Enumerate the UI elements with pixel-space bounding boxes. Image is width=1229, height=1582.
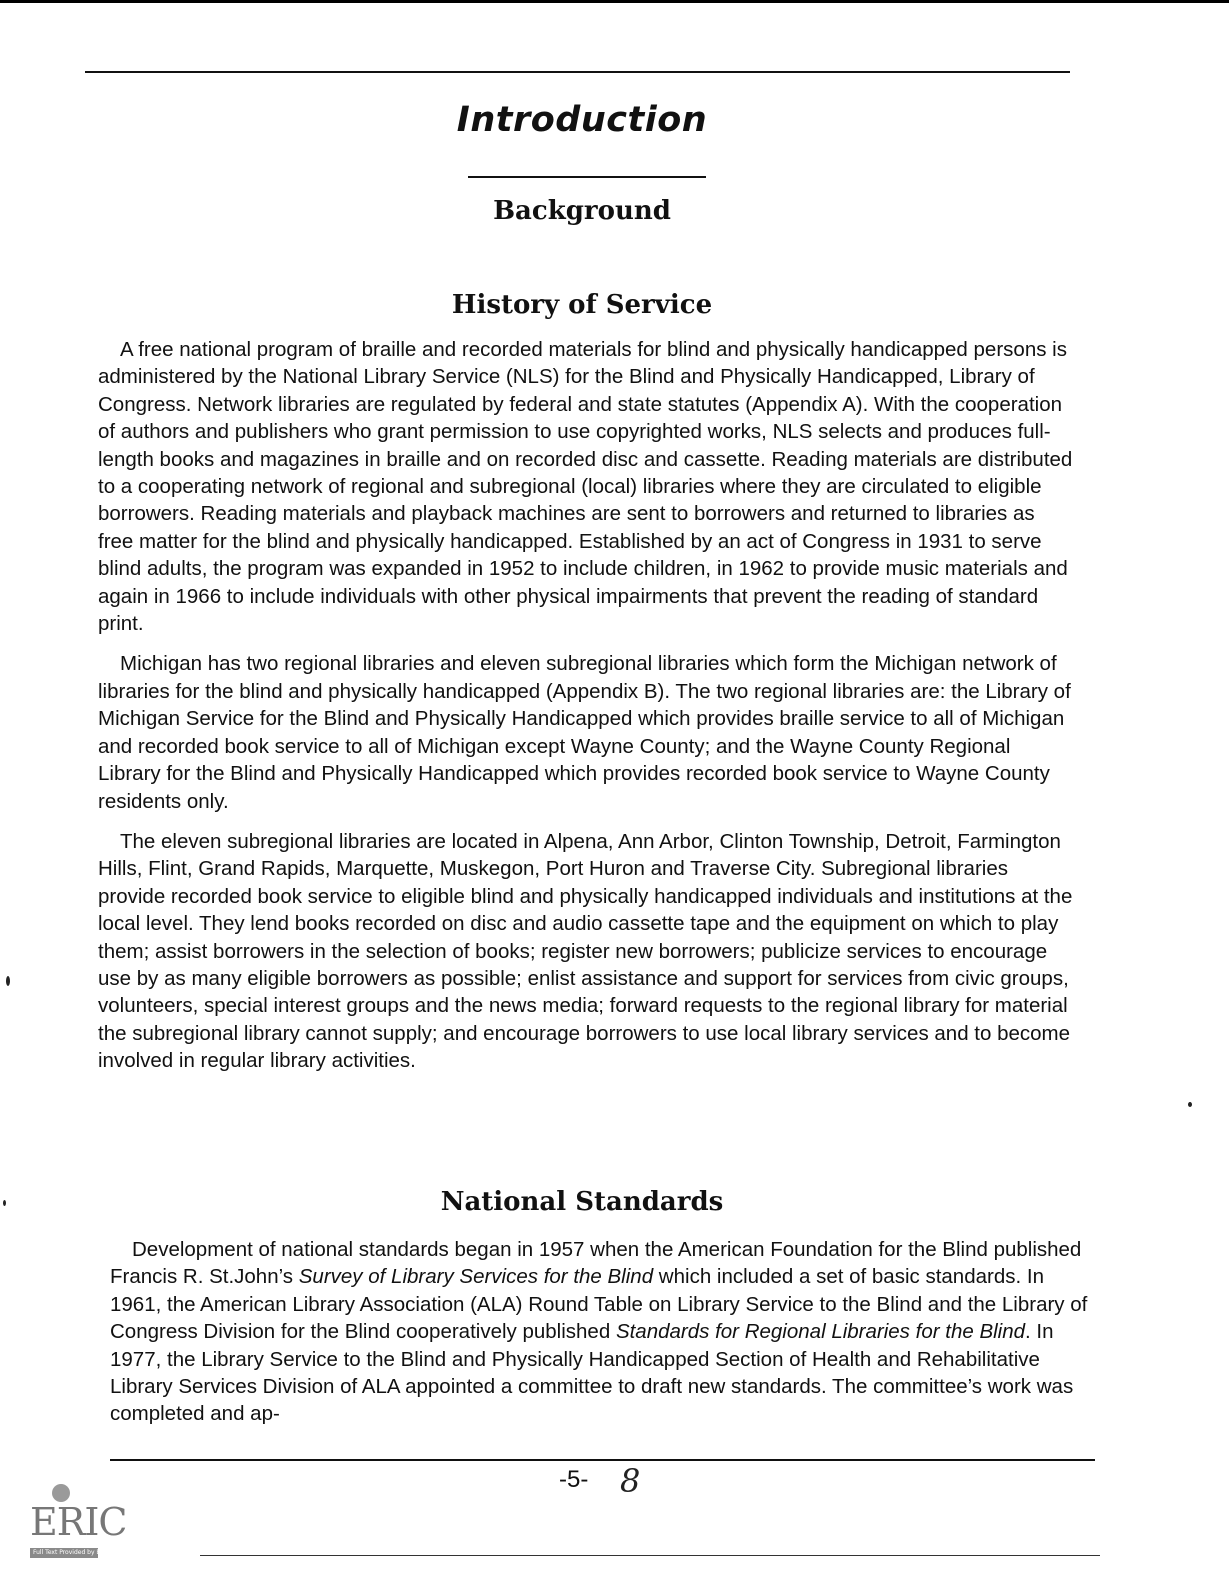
standards-text-2: which included a set of basic standards. In 1961, the American Library Association (ALA) Round Table on Library Service to the Blind and the Library of Congress Division for the Blind cooperatively published — [110, 1265, 1088, 1344]
eric-logo-caption: Full Text Provided by ERIC — [33, 1549, 111, 1556]
title-underline — [468, 176, 706, 178]
history-paragraph-3: The eleven subregional libraries are located in Alpena, Ann Arbor, Clinton Township, Detroit, Farmington Hills, Flint, Grand Rapids, Marquette, Muskegon, Port Huron and Traverse City. Subregional libraries provide recorded book service to eligible blind and physically handicapped individuals and institutions at the local level. They lend books recorded on disc and audio cassette tape and the equipment on which to play them; assist borrowers in the selection of books; register new borrowers; publicize services to encourage use by as many eligible borrowers as possible; enlist assistance and support for services from civic groups, volunteers, special interest groups and the news media; forward requests to the regional library for material the subregional library cannot supply; and encourage borrowers to use local library services and to become involved in regular library activities. — [98, 829, 1073, 1073]
history-paragraph-2: Michigan has two regional libraries and eleven subregional libraries which form the Michigan network of libraries for the blind and physically handicapped (Appendix B). The two regional libraries are: the Library of Michigan Service for the Blind and Physically Handicapped which provides braille service to all of Michigan and recorded book service to all of Michigan except Wayne County; and the Wayne County Regional Library for the Blind and Physically Handicapped which provides recorded book service to Wayne County residents only. — [98, 652, 1071, 813]
handwritten-page-number: 8 — [620, 1462, 641, 1500]
section-heading-history: History of Service — [451, 290, 713, 320]
standards-paragraph — [110, 1236, 1090, 1428]
eric-logo-text: ERIC — [30, 1500, 127, 1544]
scan-speck — [6, 976, 10, 986]
standards-title-survey: Survey of Library Services for the Blind — [298, 1265, 654, 1289]
standards-text-3: . In 1977, the Library Service to the Blind and Physically Handicapped Section of Health and Rehabilitative Library Services Division of ALA appointed a committee to draft new standards. The committee’s work was completed and ap- — [110, 1320, 1074, 1426]
scan-bottom-line — [200, 1555, 1100, 1556]
header-rule — [85, 71, 1070, 73]
scan-speck — [1188, 1102, 1192, 1107]
footer-rule — [110, 1459, 1095, 1461]
standards-body — [110, 1236, 1090, 1428]
history-body — [98, 336, 1073, 1075]
scan-top-edge — [0, 0, 1229, 3]
history-paragraph-1: A free national program of braille and recorded materials for blind and physically handicapped persons is administered by the National Library Service (NLS) for the Blind and Physically Handicapped, Library of Congress. Network libraries are regulated by federal and state statutes (Appendix A). With the cooperation of authors and publishers who grant permission to use copyrighted works, NLS selects and produces full-length books and magazines in braille and on recorded disc and cassette. Reading materials are distributed to a cooperating network of regional and subregional (local) libraries where they are circulated to eligible borrowers. Reading materials and playback machines are sent to borrowers and returned to libraries as free matter for the blind and physically handicapped. Established by an act of Congress in 1931 to serve blind adults, the program was expanded in 1952 to include children, in 1962 to provide music materials and again in 1966 to include individuals with other physical impairments that prevent the reading of standard print. — [98, 338, 1073, 636]
standards-text-1: Development of national standards began in 1957 when the American Foundation for the Blind published Francis R. St.John’s — [110, 1238, 1082, 1289]
page-number: -5- — [559, 1466, 589, 1493]
scan-speck — [3, 1200, 6, 1206]
section-heading-background: Background — [493, 196, 671, 226]
standards-title-regional: Standards for Regional Libraries for the Blind — [615, 1320, 1026, 1344]
section-heading-national-standards: National Standards — [440, 1187, 724, 1217]
page-title: Introduction — [456, 100, 708, 140]
